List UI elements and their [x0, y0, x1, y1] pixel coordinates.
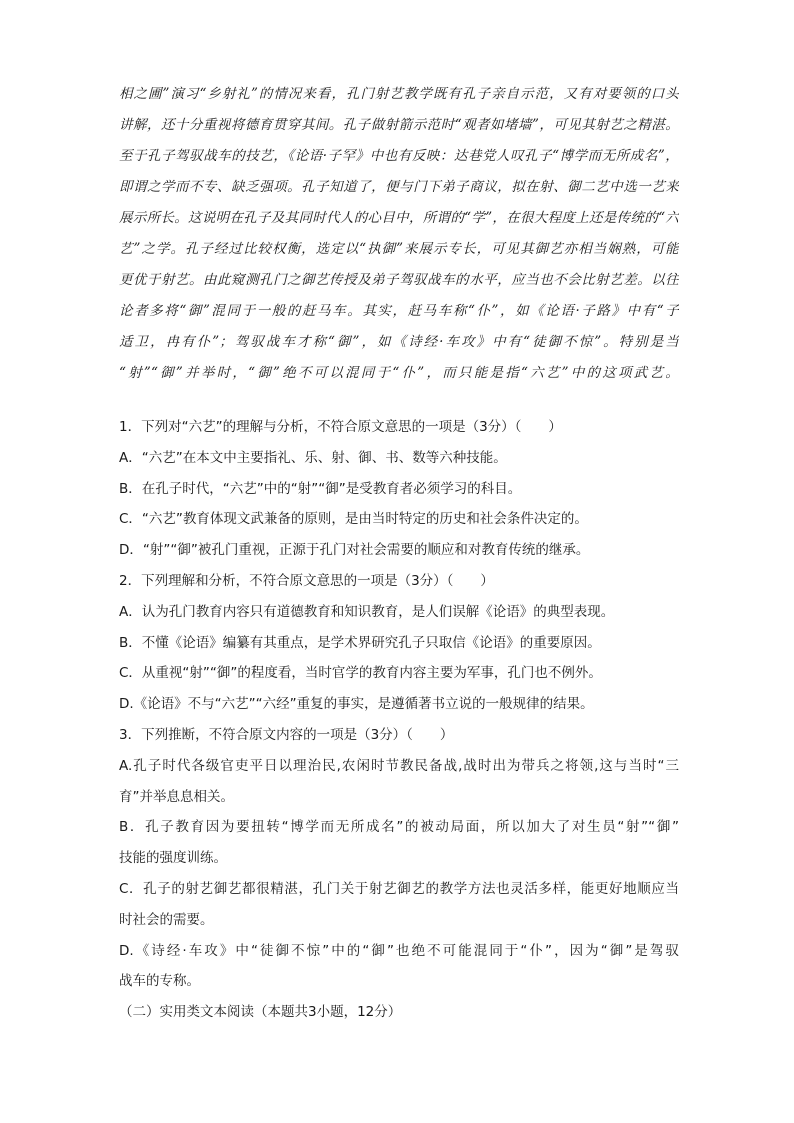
question-1: [119, 412, 679, 566]
passage-line: 即谓之学而不专、缺乏强项。孔子知道了，便与门下弟子商议，拟在射、御二艺中选一艺来: [119, 179, 679, 195]
option-a-continued: 育”并举息息相关。: [119, 788, 234, 805]
option-d: D．“射”“御”被孔门重视，正源于孔门对社会需要的顺应和对教育传统的继承。: [119, 542, 590, 559]
passage-line: 适卫，冉有仆”；驾驭战车才称“御”，如《诗经·车攻》中有“徒御不惊”。特别是当: [119, 334, 679, 350]
passage-line: 讲解，还十分重视将德育贯穿其间。孔子做射箭示范时“观者如堵墙”，可见其射艺之精湛。: [119, 117, 679, 133]
option-d: D.《诗经·车攻》中“徒御不惊”中的“御”也绝不可能混同于“仆”，因为“御”是驾驭: [119, 942, 679, 959]
option-a: A.孔子时代各级官吏平日以理治民,农闲时节教民备战,战时出为带兵之将领,这与当时“三: [119, 757, 679, 774]
passage-line: 艺”之学。孔子经过比较权衡，选定以“执御”来展示专长，可见其御艺亦相当娴熟，可能: [119, 241, 679, 257]
option-c: C．从重视“射”“御”的程度看，当时官学的教育内容主要为军事，孔门也不例外。: [119, 665, 602, 682]
passage-line: 更优于射艺。由此窥测孔门之御艺传授及弟子驾驭战车的水平，应当也不会比射艺差。以往: [119, 272, 679, 288]
option-b: B．不懂《论语》编纂有其重点，是学术界研究孔子只取信《论语》的重要原因。: [119, 634, 601, 651]
option-d: D.《论语》不与“六艺”“六经”重复的事实，是遵循著书立说的一般规律的结果。: [119, 696, 594, 713]
passage-line: 展示所长。这说明在孔子及其同时代人的心目中，所谓的“学”，在很大程度上还是传统的“六: [119, 210, 679, 226]
option-b: B．在孔子时代，“六艺”中的“射”“御”是受教育者必须学习的科目。: [119, 480, 522, 497]
section-heading: （二）实用类文本阅读（本题共3小题，12分）: [119, 1004, 402, 1021]
question-2: [119, 566, 679, 720]
passage: [119, 79, 679, 389]
option-c: C．“六艺”教育体现文武兼备的原则，是由当时特定的历史和社会条件决定的。: [119, 511, 588, 528]
option-b-continued: 技能的强度训练。: [119, 850, 227, 867]
passage-line: “射”“御”并举时，“御”绝不可以混同于“仆”，而只能是指“六艺”中的这项武艺。: [119, 365, 679, 381]
question-stem: 2．下列理解和分析，不符合原文意思的一项是（3分）（ ）: [119, 572, 494, 589]
question-area: [119, 412, 679, 1028]
question-stem: 3．下列推断，不符合原文内容的一项是（3分）（ ）: [119, 726, 454, 743]
question-stem: 1．下列对“六艺”的理解与分析，不符合原文意思的一项是（3分）（ ）: [119, 419, 562, 435]
question-3: [119, 720, 679, 997]
option-a: A．认为孔门教育内容只有道德教育和知识教育，是人们误解《论语》的典型表现。: [119, 603, 615, 620]
option-d-continued: 战车的专称。: [119, 973, 200, 990]
option-a: A．“六艺”在本文中主要指礼、乐、射、御、书、数等六种技能。: [119, 449, 507, 466]
passage-line: 至于孔子驾驭战车的技艺，《论语·子罕》中也有反映：达巷党人叹孔子“博学而无所成名”，: [119, 148, 679, 164]
option-b: B．孔子教育因为要扭转“博学而无所成名”的被动局面，所以加大了对生员“射”“御”: [119, 819, 679, 836]
passage-line: 论者多将“御”混同于一般的赶马车。其实，赶马车称“仆”，如《论语·子路》中有“子: [119, 303, 679, 319]
passage-line: 相之圃”演习“乡射礼”的情况来看，孔门射艺教学既有孔子亲自示范，又有对要领的口头: [119, 86, 679, 102]
option-c-continued: 时社会的需要。: [119, 911, 214, 928]
option-c: C．孔子的射艺御艺都很精湛，孔门关于射艺御艺的教学方法也灵活多样，能更好地顺应当: [119, 880, 679, 897]
